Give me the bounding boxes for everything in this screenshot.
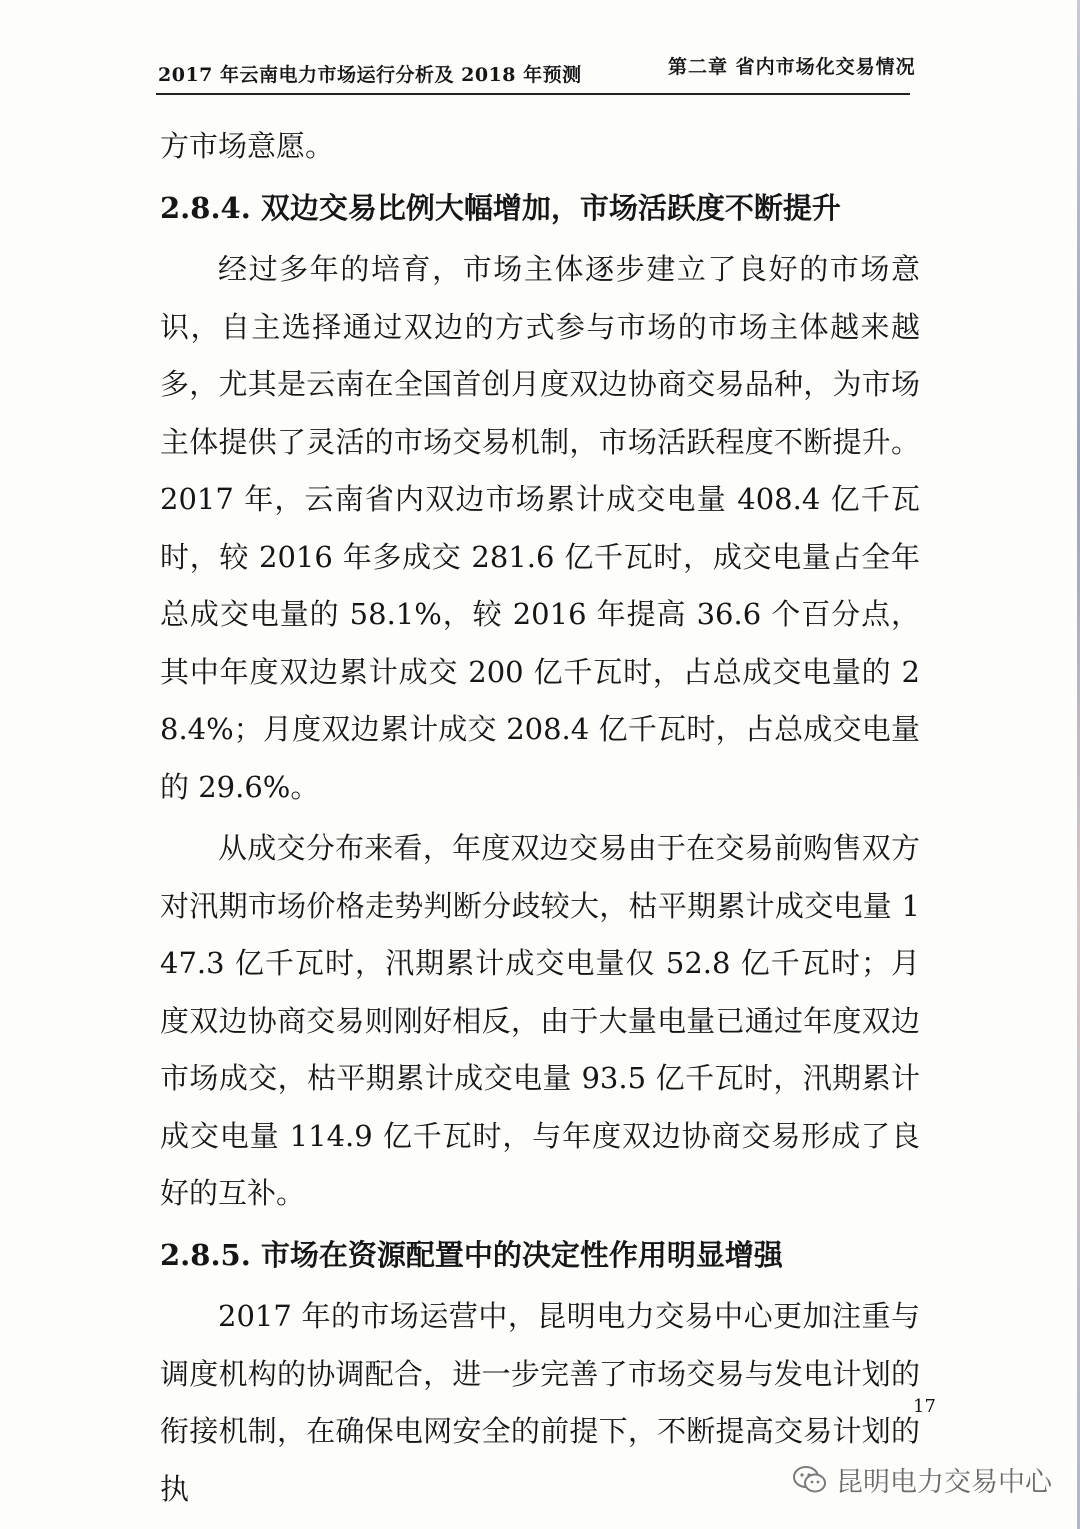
continuation-text: 方市场意愿。	[160, 129, 335, 163]
running-header-chapter: 第二章 省内市场化交易情况	[668, 56, 916, 78]
page-body	[160, 118, 920, 1518]
running-header-title: 2017 年云南电力市场运行分析及 2018 年预测	[158, 64, 582, 86]
section-heading-2-8-5: 2.8.5. 市场在资源配置中的决定性作用明显增强	[160, 1237, 783, 1272]
body-paragraph-1: 经过多年的培育，市场主体逐步建立了良好的市场意识，自主选择通过双边的方式参与市场的市场主体越来越多，尤其是云南在全国首创月度双边协商交易品种，为市场主体提供了灵活的市场交易机制，市场活跃程度不断提升。2017 年，云南省内双边市场累计成交电量 408.4 亿千瓦时，较 2016 年多成交 281.6 亿千瓦时，成交电量占全年总成交电量的 58.1%，较 2016 年提高 36.6 个百分点，其中年度双边累计成交 200 亿千瓦时，占总成交电量的 28.4%；月度双边累计成交 208.4 亿千瓦时，占总成交电量的 29.6%。	[160, 252, 920, 804]
body-paragraph-2: 从成交分布来看，年度双边交易由于在交易前购售双方对汛期市场价格走势判断分歧较大，枯平期累计成交电量 147.3 亿千瓦时，汛期累计成交电量仅 52.8 亿千瓦时；月度双边协商交易则刚好相反，由于大量电量已通过年度双边市场成交，枯平期累计成交电量 93.5 亿千瓦时，汛期累计成交电量 114.9 亿千瓦时，与年度双边协商交易形成了良好的互补。	[160, 831, 920, 1210]
wechat-watermark	[792, 1460, 1052, 1499]
section-heading-2-8-4: 2.8.4. 双边交易比例大幅增加，市场活跃度不断提升	[160, 190, 841, 225]
page-number: 17	[913, 1396, 936, 1417]
header-divider	[156, 93, 910, 95]
wechat-icon	[792, 1465, 828, 1495]
body-paragraph-3: 2017 年的市场运营中，昆明电力交易中心更加注重与调度机构的协调配合，进一步完善了市场交易与发电计划的衔接机制，在确保电网安全的前提下，不断提高交易计划的执	[160, 1299, 920, 1506]
watermark-text: 昆明电力交易中心	[836, 1467, 1052, 1498]
